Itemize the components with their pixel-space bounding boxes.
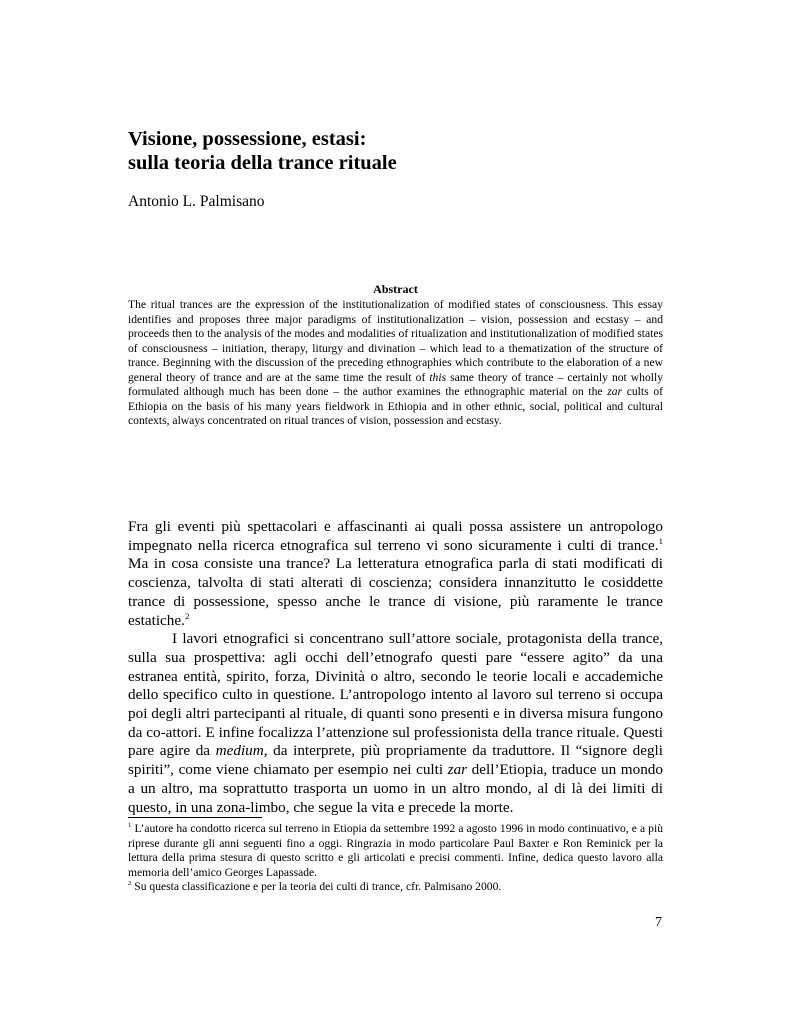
paragraph-2 bbox=[128, 630, 663, 817]
title-line-1: Visione, possessione, estasi: bbox=[128, 128, 367, 150]
paper-title bbox=[128, 127, 668, 175]
paragraph-2-part-c: dell’Etiopia, traduce un mondo a un altro, ma soprattutto trasporta un uomo in un altro mondo, al di là dei limiti di questo, in una zona-limbo, che segue la vita e precede la morte. bbox=[128, 761, 663, 816]
footnote-ref-2[interactable]: 2 bbox=[184, 610, 190, 621]
abstract-heading: Abstract bbox=[373, 282, 418, 296]
abstract-part-1: The ritual trances are the expression of the institutionalization of modified states of consciousness. This essay identifies and proposes three major paradigms of institutionalization – vision, possession and ecstasy – and proceeds then to the analysis of the modes and modalities of ritualization and institutionalization of modified states of consciousness – initiation, therapy, liturgy and divination – which lead to a thematization of the structure of trance. Beginning with the discussion of the preceding ethnographies which contribute to the elaboration of a new general theory of trance and are at the same time the result of bbox=[128, 298, 663, 384]
footnotes bbox=[128, 822, 663, 895]
body-text bbox=[128, 518, 663, 817]
abstract-italic-this: this bbox=[429, 370, 447, 384]
paragraph-1-part-a: Fra gli eventi più spettacolari e affascinanti ai quali possa assistere un antropologo impegnato nella ricerca etnografica sul terreno vi sono sicuramente i culti di trance. bbox=[128, 518, 663, 554]
abstract-italic-zar: zar bbox=[607, 385, 623, 398]
paragraph-2-part-b: , da interprete, più propriamente da traduttore. Il “signore degli spiriti”, come viene chiamato per esempio nei culti bbox=[128, 742, 663, 779]
abstract-part-3: cults of Ethiopia on the basis of his many years fieldwork in Ethiopia and in other ethnic, social, political and cultural contexts, always concentrated on ritual trances of vision, possession and ecstasy. bbox=[128, 385, 663, 427]
footnote-separator bbox=[128, 817, 262, 818]
footnote-2-text: Su questa classificazione e per la teoria dei culti di trance, cfr. Palmisano 2000. bbox=[131, 880, 502, 894]
paragraph-2-part-a: I lavori etnografici si concentrano sull’attore sociale, protagonista della trance, sulla sua prospettiva: agli occhi dell’etnografo questi pare “essere agito” da una estranea entità, spirito, forza, Divinità o altro, secondo le teorie locali e accademiche dello specifico culto in questione. L’antropologo intento al lavoro sul terreno si occupa poi degli altri partecipanti al rituale, di quanti sono presenti e in diversa misura fungono da co-attori. E infine focalizza l’attenzione sul professionista della trance rituale. Questi pare agire da bbox=[128, 630, 663, 760]
footnote-2-number: 2 bbox=[128, 880, 132, 888]
paragraph-1 bbox=[128, 518, 663, 630]
title-line-2: sulla teoria della trance rituale bbox=[128, 152, 397, 174]
author-name: Antonio L. Palmisano bbox=[128, 193, 265, 210]
footnote-1-text: L’autore ha condotto ricerca sul terreno in Etiopia da settembre 1992 a agosto 1996 in modo continuativo, e a più riprese durante gli anni seguenti fino a oggi. Ringrazia in modo particolare Paul Baxter e Ron Reminick per la lettura della prima stesura di questo scritto e gli articolati e precisi commenti. Infine, dedica questo lavoro alla memoria dell’amico Georges Lapassade. bbox=[128, 822, 663, 879]
footnote-2 bbox=[128, 880, 663, 895]
footnote-1-number: 1 bbox=[128, 822, 132, 830]
paragraph-2-italic-medium: medium bbox=[215, 742, 264, 760]
paragraph-2-italic-zar: zar bbox=[447, 761, 468, 779]
abstract-text bbox=[128, 298, 663, 429]
page-number: 7 bbox=[655, 915, 662, 930]
abstract-part-2: same theory of trance – certainly not wholly formulated although much has been done – the author examines the ethnographic material on the bbox=[128, 370, 663, 398]
footnote-1 bbox=[128, 822, 663, 880]
footnote-ref-1[interactable]: 1 bbox=[658, 535, 663, 546]
paragraph-1-part-b: Ma in cosa consiste una trance? La letteratura etnografica parla di stati modificati di coscienza, talvolta di stati alterati di coscienza; considera innanzitutto le cosiddette trance di possessione, spesso anche le trance di visione, più raramente le trance estatiche. bbox=[128, 555, 663, 629]
